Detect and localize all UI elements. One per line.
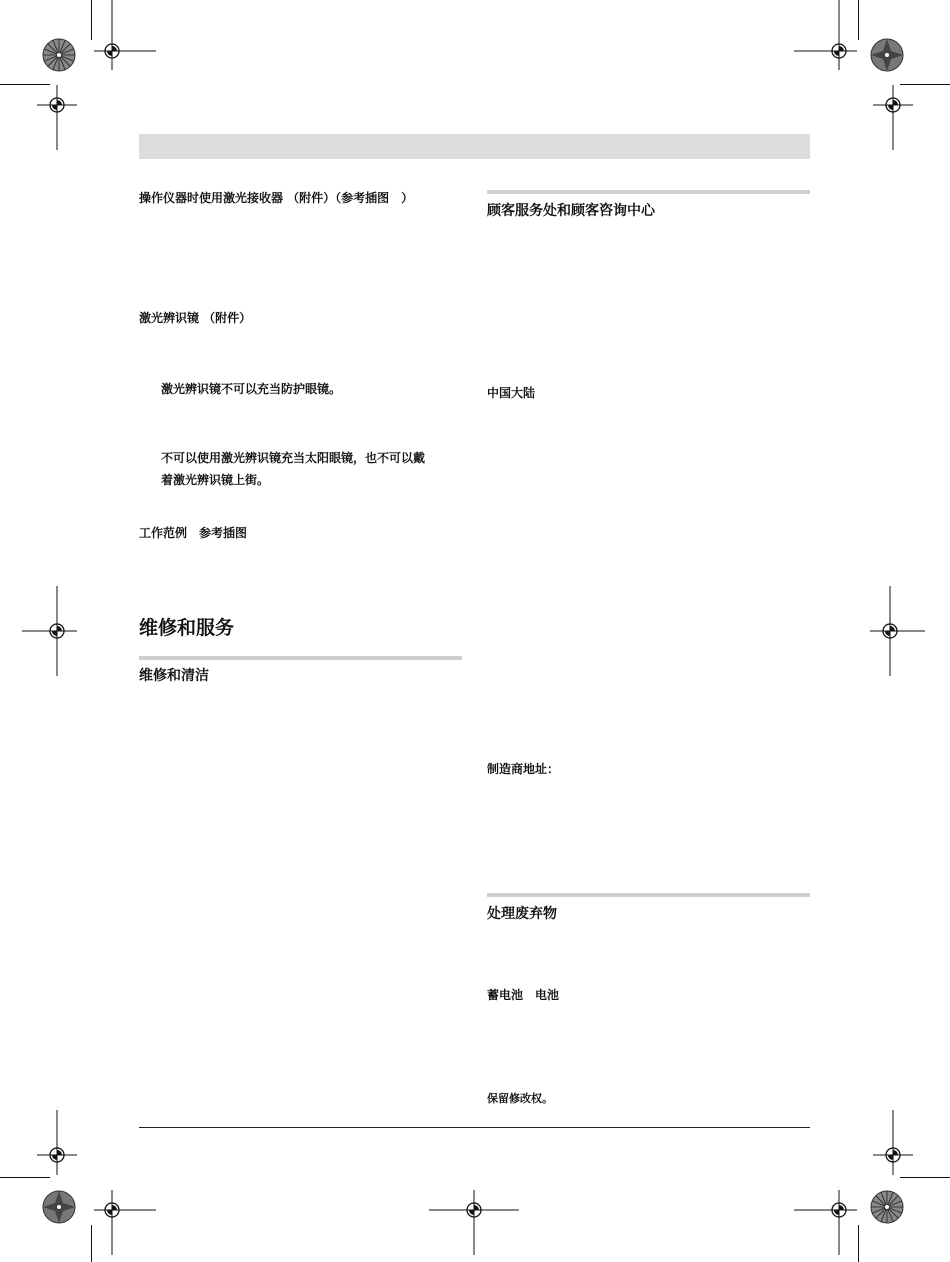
glasses-heading: 激光辨识镜 （附件） [139, 311, 252, 325]
section-rule-customer-service [487, 190, 810, 194]
page-header-bar [139, 134, 810, 159]
glasses-warning-2 [161, 447, 425, 491]
working-example-heading: 工作范例 参考插图 [139, 526, 248, 540]
trim-line [0, 84, 50, 85]
rights-reserved-note: 保留修改权。 [487, 1092, 553, 1105]
registration-mark-icon [57, 1155, 58, 1156]
trim-line [900, 1177, 950, 1178]
maintenance-service-title: 维修和服务 [139, 617, 235, 639]
registration-mark-icon [839, 1210, 840, 1211]
trim-line [91, 0, 92, 40]
manufacturer-address-heading: 制造商地址： [487, 762, 560, 776]
registration-mark-icon [112, 1210, 113, 1211]
trim-line [91, 1225, 92, 1262]
registration-mark-icon [474, 1210, 475, 1211]
registration-mark-icon [57, 631, 58, 632]
section-rule-left [139, 656, 462, 660]
trim-line [858, 0, 859, 40]
trim-line [900, 84, 950, 85]
registration-mark-icon [57, 105, 58, 106]
glasses-warning-1: 激光辨识镜不可以充当防护眼镜。 [161, 382, 342, 396]
glasses-warning-2-line2: 着激光辨识镜上街。 [161, 473, 270, 487]
disposal-heading: 处理废弃物 [487, 906, 557, 922]
trim-line [858, 1225, 859, 1262]
footer-rule [139, 1127, 810, 1128]
color-wheel-icon [887, 55, 888, 56]
laser-receiver-heading: 操作仪器时使用激光接收器 （附件）（参考插图 ） [139, 191, 414, 205]
glasses-warning-2-line1: 不可以使用激光辨识镜充当太阳眼镜，也不可以戴 [161, 451, 426, 465]
customer-service-heading: 顾客服务处和顾客咨询中心 [487, 203, 655, 219]
color-wheel-icon [59, 55, 60, 56]
china-mainland-heading: 中国大陆 [487, 386, 536, 400]
registration-mark-icon [893, 105, 894, 106]
maintenance-cleaning-heading: 维修和清洁 [139, 668, 209, 684]
registration-mark-icon [893, 1155, 894, 1156]
color-wheel-icon [59, 1207, 60, 1208]
registration-mark-icon [839, 51, 840, 52]
registration-mark-icon [890, 631, 891, 632]
batteries-heading: 蓄电池 电池 [487, 988, 560, 1002]
section-rule-disposal [487, 893, 810, 897]
registration-mark-icon [112, 51, 113, 52]
trim-line [0, 1177, 50, 1178]
color-wheel-icon [887, 1207, 888, 1208]
